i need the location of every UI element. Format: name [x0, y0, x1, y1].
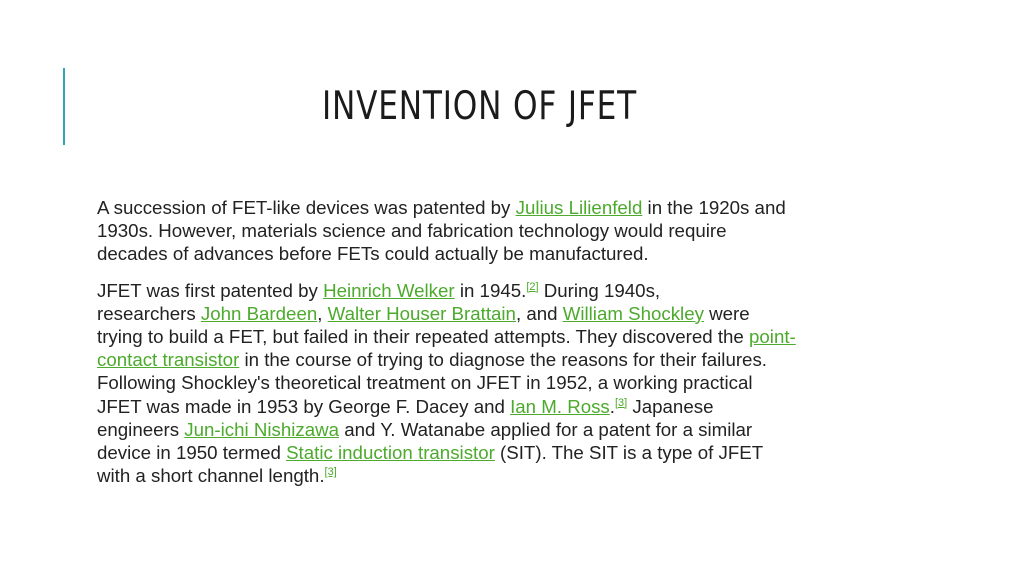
text-line	[97, 279, 907, 302]
link-jun-ichi-nishizawa[interactable]: Jun-ichi Nishizawa	[184, 418, 340, 440]
text-run: and Y. Watanabe applied for a patent for a similar	[339, 418, 753, 440]
text-run: were	[703, 302, 750, 324]
slide-body	[97, 196, 907, 487]
text-run: device in 1950 termed	[97, 442, 287, 464]
text-run: in 1945.	[454, 279, 527, 301]
text-run: During 1940s,	[538, 279, 661, 301]
link-static-induction-transistor[interactable]: Static induction transistor	[286, 442, 495, 464]
text-line	[97, 464, 907, 487]
link-john-bardeen[interactable]: John Bardeen	[200, 302, 318, 324]
text-run: engineers	[97, 418, 185, 440]
text-line	[97, 196, 907, 219]
text-line: 1930s. However, materials science and fabrication technology would require	[97, 220, 727, 242]
link-william-shockley[interactable]: William Shockley	[562, 302, 704, 324]
text-run: ,	[317, 302, 328, 324]
link-ian-m-ross[interactable]: Ian M. Ross	[510, 395, 610, 417]
text-run: , and	[515, 302, 563, 324]
link-heinrich-welker[interactable]: Heinrich Welker	[323, 279, 455, 301]
text-run: trying to build a FET, but failed in their repeated attempts. They discovered the	[97, 326, 749, 348]
text-run: researchers	[97, 302, 201, 324]
link-point-contact-transistor-continued[interactable]: contact transistor	[97, 349, 240, 371]
title-accent-bar	[63, 68, 65, 145]
text-line	[97, 348, 907, 371]
text-line	[97, 441, 907, 464]
text-run: (SIT). The SIT is a type of JFET	[494, 442, 764, 464]
text-run: JFET was first patented by	[97, 279, 324, 301]
text-line	[97, 325, 907, 348]
text-line	[97, 395, 907, 418]
text-run: with a short channel length.	[97, 465, 325, 487]
reference-link-3[interactable]: [3]	[614, 396, 628, 409]
text-line: decades of advances before FETs could actually be manufactured.	[97, 243, 649, 265]
text-run: in the 1920s and	[642, 197, 786, 218]
paragraph-jfet-history	[97, 279, 907, 488]
text-run: .	[609, 395, 615, 417]
text-line	[97, 302, 907, 325]
paragraph-lilienfeld	[97, 196, 907, 266]
text-line: Following Shockley's theoretical treatment on JFET in 1952, a working practical	[97, 372, 753, 394]
reference-link-3-end[interactable]: [3]	[324, 466, 337, 479]
text-run: A succession of FET-like devices was patented by	[97, 197, 516, 218]
slide-title: INVENTION OF JFET	[322, 84, 637, 129]
text-run: JFET was made in 1953 by George F. Dacey and	[97, 395, 511, 417]
link-julius-lilienfeld[interactable]: Julius Lilienfeld	[515, 197, 643, 218]
link-walter-houser-brattain[interactable]: Walter Houser Brattain	[327, 302, 516, 324]
text-run: in the course of trying to diagnose the reasons for their failures.	[239, 349, 767, 371]
reference-link-2[interactable]: [2]	[526, 280, 539, 293]
text-line	[97, 418, 907, 441]
text-run: Japanese	[627, 395, 714, 417]
link-point-contact-transistor[interactable]: point-	[749, 326, 796, 348]
